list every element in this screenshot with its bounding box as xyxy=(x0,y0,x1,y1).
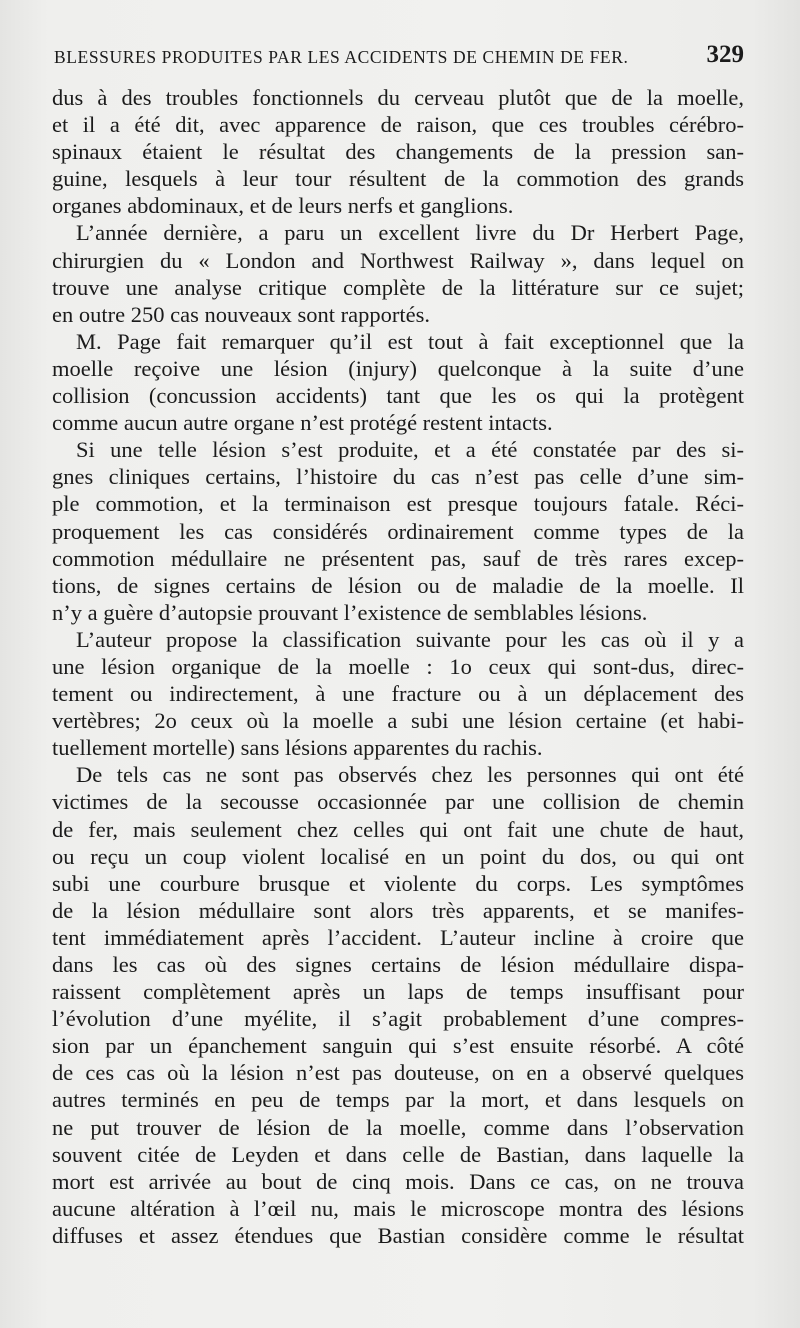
text-line: et il a été dit, avec apparence de raison, que ces troubles cérébro- xyxy=(52,112,744,138)
text-line: De tels cas ne sont pas observés chez les personnes qui ont été xyxy=(76,762,744,788)
text-line: subi une courbure brusque et violente du corps. Les symptômes xyxy=(52,870,744,896)
text-line: victimes de la secousse occasionnée par une collision de chemin xyxy=(52,789,744,815)
text-line: dus à des troubles fonctionnels du cerveau plutôt que de la moelle, xyxy=(52,85,744,110)
text-line: comme aucun autre organe n’est protégé restent intacts. xyxy=(52,410,553,436)
text-line: ou reçu un coup violent localisé en un point du dos, ou qui ont xyxy=(52,843,744,869)
text-line: organes abdominaux, et de leurs nerfs et ganglions. xyxy=(52,193,514,219)
text-line: mort est arrivée au bout de cinq mois. Dans ce cas, on ne trouva xyxy=(52,1168,744,1194)
text-line: vertèbres; 2o ceux où la moelle a subi une lésion certaine (et habi- xyxy=(52,708,744,734)
text-line: ne put trouver de lésion de la moelle, comme dans l’observation xyxy=(52,1114,744,1140)
text-line: L’auteur propose la classification suivante pour les cas où il y a xyxy=(76,626,744,652)
text-line: collision (concussion accidents) tant que les os qui la protègent xyxy=(52,383,744,409)
text-line: de la lésion médullaire sont alors très apparents, et se manifes- xyxy=(52,897,744,923)
text-line: tement ou indirectement, à une fracture ou à un déplacement des xyxy=(52,681,744,707)
text-line: trouve une analyse critique complète de la littérature sur ce sujet; xyxy=(52,274,744,300)
running-head-title: BLESSURES PRODUITES PAR LES ACCIDENTS DE CHEMIN DE FER. xyxy=(54,47,629,67)
text-line: raissent complètement après un laps de temps insuffisant pour xyxy=(52,979,744,1005)
text-line: tions, de signes certains de lésion ou de maladie de la moelle. Il xyxy=(52,572,744,598)
text-line: moelle reçoive une lésion (injury) quelconque à la suite d’une xyxy=(52,355,744,381)
text-line: commotion médullaire ne présentent pas, sauf de très rares excep- xyxy=(52,545,744,571)
text-line: tuellement mortelle) sans lésions apparentes du rachis. xyxy=(52,735,543,761)
page-number: 329 xyxy=(706,41,744,68)
text-line: l’évolution d’une myélite, il s’agit probablement d’une compres- xyxy=(52,1006,744,1032)
text-line: une lésion organique de la moelle : 1o ceux qui sont-dus, direc- xyxy=(52,653,744,679)
text-line: chirurgien du « London and Northwest Railway », dans lequel on xyxy=(52,247,744,273)
running-head xyxy=(54,41,744,71)
text-line: tent immédiatement après l’accident. L’auteur incline à croire que xyxy=(52,924,744,950)
text-line: dans les cas où des signes certains de lésion médullaire dispa- xyxy=(52,952,744,977)
text-line: Si une telle lésion s’est produite, et a été constatée par des si- xyxy=(76,437,744,463)
text-line: proquement les cas considérés ordinairement comme types de la xyxy=(52,518,744,544)
text-line: spinaux étaient le résultat des changements de la pression san- xyxy=(52,139,744,165)
text-line: autres terminés en peu de temps par la mort, et dans lesquels on xyxy=(52,1087,744,1113)
text-line: diffuses et assez étendues que Bastian considère comme le résultat xyxy=(52,1222,744,1248)
text-line: M. Page fait remarquer qu’il est tout à fait exceptionnel que la xyxy=(76,328,744,354)
text-line: de ces cas où la lésion n’est pas douteuse, on en a observé quelques xyxy=(52,1060,744,1086)
text-line: gnes cliniques certains, l’histoire du cas n’est pas celle d’une sim- xyxy=(52,464,744,490)
text-line: en outre 250 cas nouveaux sont rapportés. xyxy=(52,301,431,327)
text-line: n’y a guère d’autopsie prouvant l’existence de semblables lésions. xyxy=(52,599,648,625)
body-text xyxy=(52,84,744,1249)
text-line: de fer, mais seulement chez celles qui ont fait une chute de haut, xyxy=(52,816,744,842)
text-line: L’année dernière, a paru un excellent livre du Dr Herbert Page, xyxy=(76,220,744,246)
text-line: guine, lesquels à leur tour résultent de la commotion des grands xyxy=(52,166,744,192)
text-line: sion par un épanchement sanguin qui s’est ensuite résorbé. A côté xyxy=(52,1033,744,1059)
text-line: souvent citée de Leyden et dans celle de Bastian, dans laquelle la xyxy=(52,1141,744,1167)
text-line: aucune altération à l’œil nu, mais le microscope montra des lésions xyxy=(52,1195,744,1221)
text-line: ple commotion, et la terminaison est presque toujours fatale. Réci- xyxy=(52,491,744,517)
